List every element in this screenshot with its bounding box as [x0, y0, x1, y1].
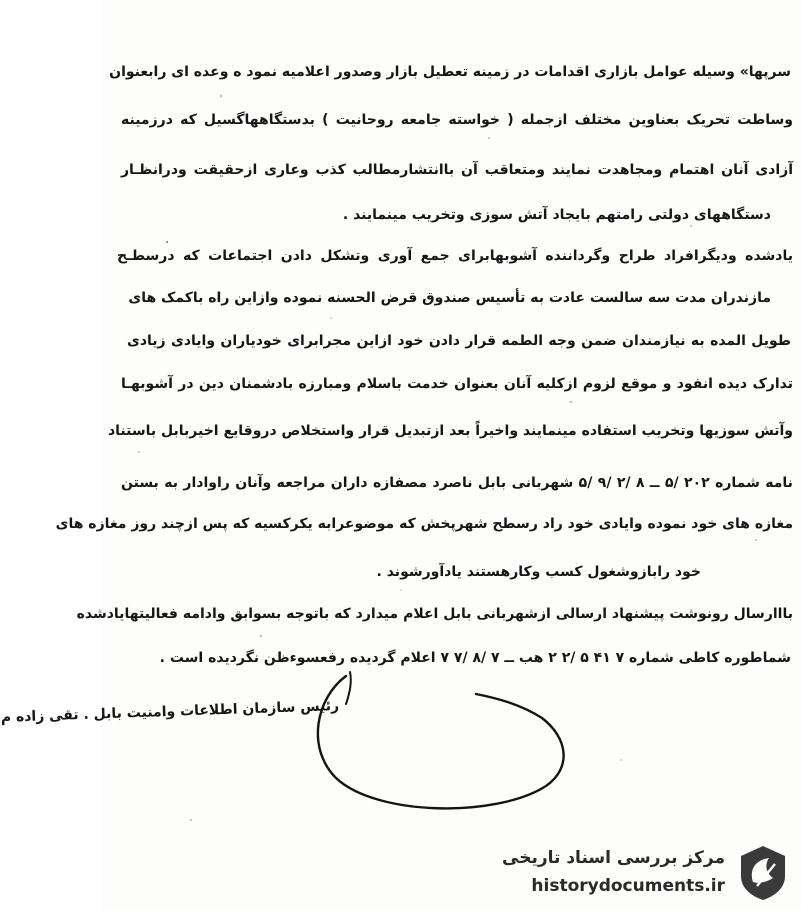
- document-line-4: دستگاههای دولتی رامتهم بایجاد آتش سوزی وتخریب مینمایند .: [342, 207, 771, 223]
- watermark: [502, 840, 791, 906]
- document-line-1: سرپها» وسیله عوامل بازاری اقدامات در زمینه تعطیل بازار وصدور اعلامیه نمود ه وعده ای رابعنوان: [109, 64, 791, 80]
- watermark-name: مرکز بررسی اسناد تاریخی: [502, 848, 725, 868]
- document-line-12: خود رابازوشغول کسب وکارهستند یادآورشوند .: [376, 564, 701, 580]
- document-line-11: مغازه های خود نموده وایادی خود راد رسطح شهرپخش که موضوعرابه یکرکسیه که پس ازچند روز مغازه های: [55, 516, 793, 532]
- document-line-10: نامه شماره ۲۰۲ /۵ ــ ۸ /۲ /۹ /۵ شهربانی بابل ناصرد مصفازه داران مراجعه وآنان راوادار به بستن: [121, 475, 793, 491]
- signature-loop: [306, 668, 568, 818]
- document-line-7: طویل المده به نیازمندان ضمن وجه الطمه قرار دادن خود ازاین مجرابرای خودیاران وایادی زیادی: [127, 333, 791, 349]
- watermark-url: historydocuments.ir: [531, 876, 725, 896]
- signature-text: رئیس سازمان اطلاعات وامنیت بابل . تقی زاده م: [0, 698, 340, 726]
- document-line-2: وساطت تحریک بعناوین مختلف ازجمله ( خواسته جامعه روحانیت ) بدستگاههاگسیل که درزمینه: [121, 112, 793, 128]
- archive-logo-icon: [735, 842, 791, 902]
- document-line-13: بااارسال رونوشت پیشنهاد ارسالی ازشهربانی بابل اعلام میدارد که باتوجه بسوابق وادامه فعالیتهایادشده: [76, 606, 793, 622]
- document-line-9: وآتش سوزیها وتخریب استفاده مینمایند واخیراً بعد ازتبدیل قرار واستخلاص دروقایع اخیربابل باستناد: [107, 423, 793, 439]
- document-line-3: آزادی آنان اهتمام ومجاهدت نمایند ومتعاقب آن باانتشارمطالب کذب وعاری ازحقیقت ودرانظـار: [121, 162, 793, 178]
- document-line-14: شماطوره کاطی شماره ۷ ۴۱ ۵ /۲ ۲ هب ــ ۷ /۸ /۷ ۷ اعلام گردیده رفعسوءظن نگردیده است .: [159, 650, 791, 666]
- document-line-6: مازندران مدت سه سالست عادت به تأسیس صندوق قرض الحسنه نموده وازاین راه باکمک های: [128, 290, 771, 306]
- document-line-8: تدارک دیده انفود و موقع لزوم ازکلیه آنان بعنوان خدمت باسلام ومبارزه بادشمنان دین در آشوبهـا: [121, 376, 793, 392]
- document-line-5: یادشده ودیگرافراد طراح وگرداننده آشوبهابرای جمع آوری وتشکل دادن اجتماعات که درسطـح: [117, 248, 793, 264]
